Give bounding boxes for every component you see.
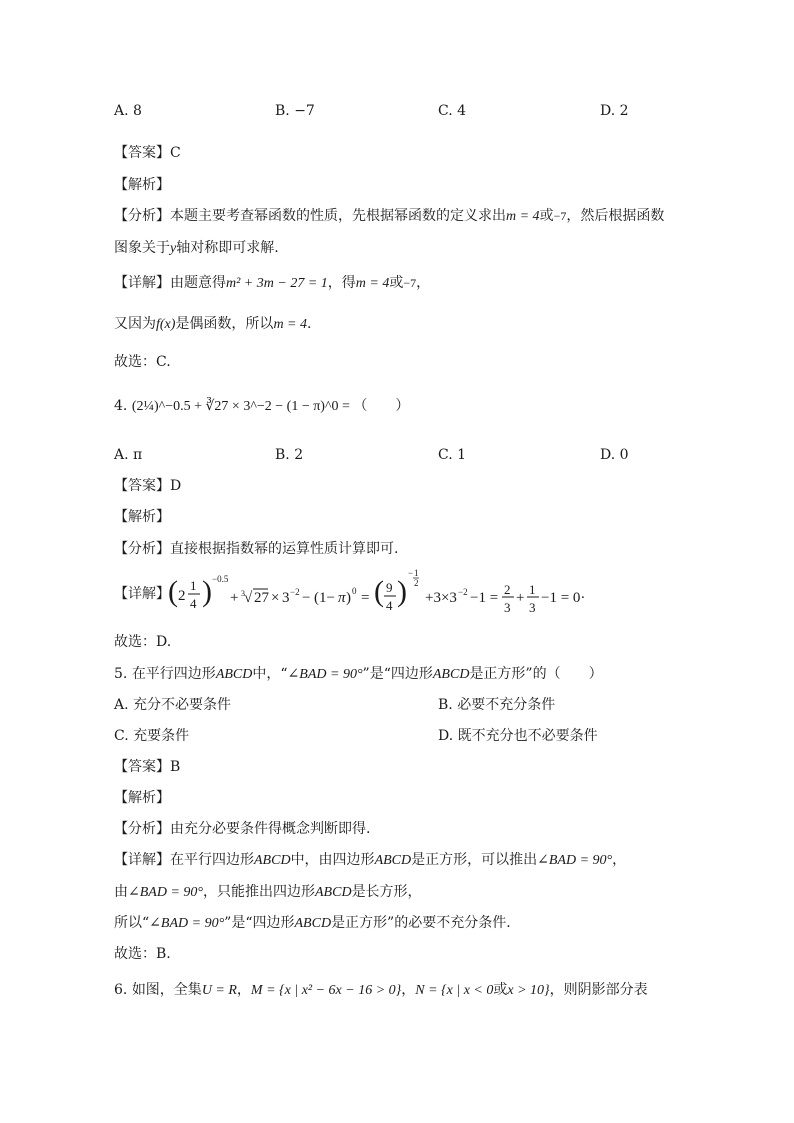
math: ABCD (294, 916, 332, 931)
q5-xiangjie-line2 (114, 882, 422, 903)
math: f(x) (156, 317, 176, 332)
q5-choose: 故选：B. (114, 946, 171, 962)
math: y (170, 241, 177, 256)
svg-text:27: 27 (254, 590, 269, 606)
q4-expression: (2¼)^−0.5 + ∛27 × 3^−2 − (1 − π)^0 = （ ） (131, 399, 410, 414)
q3-option-a: A. 8 (114, 103, 142, 119)
svg-text:−: − (408, 568, 414, 578)
q3-option-b: B. −7 (275, 103, 315, 119)
q3-analysis-label: 【解析】 (114, 177, 170, 193)
text: 中，“ (252, 666, 288, 682)
svg-text:2: 2 (504, 582, 511, 597)
q3-option-d: D. 2 (600, 103, 629, 119)
text: 图象关于 (114, 240, 170, 256)
svg-text:4: 4 (190, 596, 197, 611)
svg-text:−1 = 0·: −1 = 0· (541, 590, 586, 606)
answer-label: 【答案】 (114, 759, 170, 775)
answer-value: C (170, 145, 181, 161)
q3-xiangjie-line2 (114, 314, 311, 335)
text: 或 (493, 982, 508, 998)
math: m = 4 (355, 276, 390, 291)
text: . (307, 316, 312, 332)
q4-option-d: D. 0 (600, 447, 629, 463)
question-number: 5. (114, 666, 128, 682)
q3-fenxi-line1 (114, 206, 664, 227)
text: 由题意得 (170, 275, 226, 291)
text: 如图，全集 (131, 982, 202, 998)
svg-text:1: 1 (529, 582, 536, 597)
svg-text:(: ( (168, 575, 178, 608)
text: ， (401, 982, 416, 998)
q4-choose: 故选：D. (114, 634, 172, 650)
q5-xiangjie-line3 (114, 913, 511, 934)
answer-value: B (170, 759, 181, 775)
math: N = {x | x < 0 (415, 983, 494, 998)
text: 在平行四边形 (170, 852, 254, 868)
q4-fenxi (114, 539, 398, 559)
text: 或 (539, 208, 554, 224)
text: 直接根据指数幂的运算性质计算即可. (170, 541, 399, 557)
svg-text:): ) (202, 575, 212, 608)
text: 由 (114, 884, 128, 900)
svg-text:9: 9 (386, 580, 393, 595)
q5-stem (114, 664, 603, 685)
math: m² + 3m − 27 = 1 (226, 276, 328, 291)
text: 所以“ (114, 915, 150, 931)
text: 轴对称即可求解. (176, 240, 279, 256)
text: 中，由四边形 (290, 852, 375, 868)
math: ∠BAD = 90° (149, 916, 225, 931)
q5-xiangjie-line1 (114, 850, 626, 871)
svg-text:+3×3: +3×3 (425, 590, 457, 606)
question-number: 4. (114, 398, 128, 414)
math: m = 4 (506, 209, 540, 224)
q3-xiangjie-line1 (114, 273, 430, 294)
svg-text:0: 0 (352, 586, 357, 596)
math: ABCD (215, 667, 253, 682)
svg-text:+: + (230, 590, 239, 606)
q5-answer (114, 757, 180, 777)
q4-option-c: C. 1 (438, 447, 467, 463)
q4-solution-equation (168, 568, 598, 620)
text: ”是“四边形 (362, 666, 433, 682)
q5-option-c: C. 充要条件 (114, 728, 190, 744)
q3-choose: 故选：C. (114, 354, 171, 370)
math: ∠BAD = 90° (537, 853, 613, 868)
svg-text:π: π (338, 590, 346, 606)
q5-option-a: A. 充分不必要条件 (114, 697, 232, 713)
svg-text:(: ( (374, 575, 384, 608)
text: ，则阴影部分表 (549, 982, 648, 998)
svg-text:−: − (302, 590, 311, 606)
fenxi-label: 【分析】 (114, 821, 170, 837)
svg-text:−1 =: −1 = (470, 590, 499, 606)
svg-text:+: + (516, 590, 525, 606)
q5-fenxi (114, 819, 370, 839)
fenxi-label: 【分析】 (114, 541, 170, 557)
math: ABCD (432, 667, 470, 682)
svg-text:−2: −2 (458, 587, 468, 597)
q3-answer (114, 143, 181, 163)
q5-analysis-label: 【解析】 (114, 790, 170, 806)
svg-text:1: 1 (190, 578, 197, 593)
svg-text:4: 4 (386, 598, 393, 613)
answer-value: D (170, 478, 182, 494)
text: ，得 (327, 275, 356, 291)
text: 又因为 (114, 316, 156, 332)
math: −7 (403, 276, 417, 290)
q6-stem (114, 980, 648, 1001)
text: ， (612, 852, 627, 868)
text: ， (416, 275, 431, 291)
svg-text:−2: −2 (290, 587, 300, 597)
text: 是长方形， (351, 884, 422, 900)
q4-stem (114, 396, 409, 417)
text: 本题主要考查幂函数的性质，先根据幂函数的定义求出 (170, 208, 506, 224)
answer-label: 【答案】 (114, 145, 170, 161)
fenxi-label: 【分析】 (114, 208, 170, 224)
math: ∠BAD = 90° (287, 667, 363, 682)
svg-text:): ) (397, 575, 407, 608)
text: 或 (389, 275, 404, 291)
q4-option-a: A. π (114, 447, 143, 463)
text: 由充分必要条件得概念判断即得. (170, 821, 371, 837)
svg-text:3: 3 (504, 600, 511, 615)
svg-text:2: 2 (414, 578, 419, 588)
svg-text:=: = (361, 590, 370, 606)
svg-text:3: 3 (241, 589, 245, 598)
q4-answer (114, 476, 181, 496)
answer-label: 【答案】 (114, 478, 170, 494)
svg-text:2: 2 (178, 588, 186, 604)
math: U = R (201, 983, 237, 998)
question-number: 6. (114, 982, 128, 998)
text: 是正方形”的（ ） (469, 666, 603, 682)
q4-option-b: B. 2 (275, 447, 304, 463)
svg-text:√: √ (244, 590, 253, 606)
math: m = 4 (273, 317, 307, 332)
xiangjie-label: 【详解】 (114, 275, 170, 291)
math: x > 10} (507, 983, 550, 998)
math: ABCD (374, 853, 412, 868)
q5-option-b: B. 必要不充分条件 (438, 697, 556, 713)
text: ”是“四边形 (224, 915, 295, 931)
text: 是正方形”的必要不充分条件. (331, 915, 511, 931)
q3-option-c: C. 4 (438, 103, 467, 119)
q5-option-d: D. 既不充分也不必要条件 (438, 728, 598, 744)
xiangjie-label: 【详解】 (114, 586, 170, 602)
svg-text:−0.5: −0.5 (212, 574, 229, 584)
math: −7 (553, 209, 567, 223)
xiangjie-label: 【详解】 (114, 852, 170, 868)
svg-text:3: 3 (282, 590, 290, 606)
text: 在平行四边形 (131, 666, 216, 682)
text: 是正方形，可以推出 (411, 852, 538, 868)
svg-text:×: × (271, 590, 280, 606)
text: ， (236, 982, 251, 998)
svg-text:3: 3 (529, 600, 536, 615)
q3-fenxi-line2 (114, 238, 279, 259)
text: ，然后根据函数 (566, 208, 665, 224)
svg-text:): ) (346, 590, 351, 606)
math: ABCD (254, 853, 291, 868)
svg-text:(1−: (1− (314, 590, 335, 606)
math: ∠BAD = 90° (128, 885, 203, 900)
svg-text:1: 1 (414, 568, 419, 578)
text: 是偶函数，所以 (175, 316, 274, 332)
math: M = {x | x² − 6x − 16 > 0} (250, 983, 402, 998)
text: ，只能推出四边形 (203, 884, 315, 900)
q4-xiangjie (114, 584, 170, 604)
math: ABCD (315, 885, 352, 900)
q4-analysis-label: 【解析】 (114, 509, 170, 525)
